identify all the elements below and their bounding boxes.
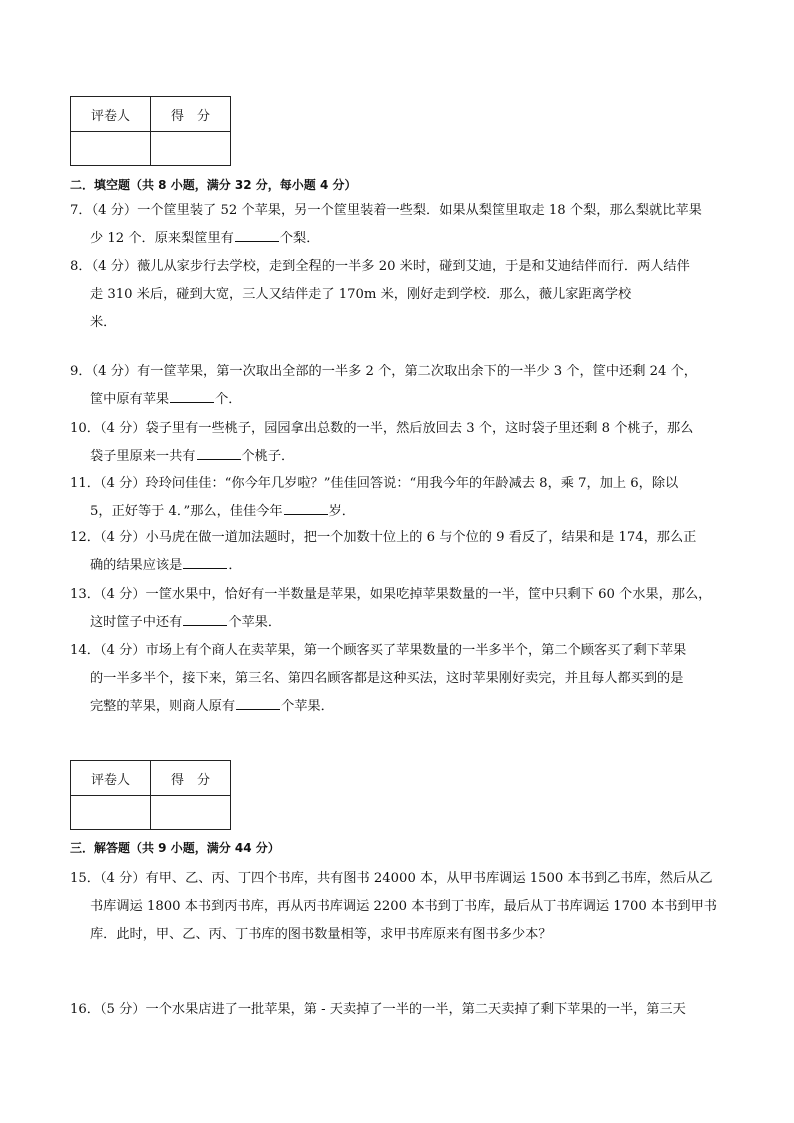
question-line bbox=[70, 225, 730, 253]
question-number: 8． bbox=[70, 259, 92, 274]
question-text: （4 分）有甲、乙、丙、丁四个书库，共有图书 24000 本，从甲书库调运 1500 本书到乙书库，然后从乙 bbox=[99, 871, 713, 886]
fill-in-question bbox=[70, 253, 730, 337]
question-text: 筐中原有苹果 bbox=[90, 392, 170, 407]
question-text: （4 分）市场上有个商人在卖苹果，第一个顾客买了苹果数量的一半多半个，第二个顾客买了剩下苹果 bbox=[99, 643, 687, 658]
question-text: 个梨． bbox=[279, 231, 320, 246]
score-cell[interactable] bbox=[151, 132, 231, 166]
question-text: 个． bbox=[215, 392, 242, 407]
score-table-section-2 bbox=[70, 96, 231, 166]
question-number: 12． bbox=[70, 530, 100, 545]
question-text: 个桃子． bbox=[241, 449, 295, 464]
question-line bbox=[70, 253, 730, 281]
fill-in-question bbox=[70, 415, 730, 471]
answer-blank[interactable] bbox=[284, 500, 328, 515]
question-text: （4 分）薇儿从家步行去学校，走到全程的一半多 20 米时，碰到艾迪，于是和艾迪结伴而行．两人结伴 bbox=[91, 259, 690, 274]
question-text: 岁． bbox=[328, 504, 355, 519]
question-text: 库．此时，甲、乙、丙、丁书库的图书数量相等，求甲书库原来有图书多少本？ bbox=[90, 927, 552, 942]
grader-label: 评卷人 bbox=[71, 97, 151, 132]
score-label: 得 分 bbox=[151, 97, 231, 132]
question-line bbox=[70, 309, 730, 337]
question-line bbox=[70, 358, 730, 386]
question-text: 个苹果． bbox=[281, 699, 334, 714]
fill-in-question bbox=[70, 358, 730, 414]
answer-blank[interactable] bbox=[197, 445, 241, 460]
score-table-section-3 bbox=[70, 760, 231, 830]
question-text: 完整的苹果，则商人原有 bbox=[90, 699, 236, 714]
fill-in-question bbox=[70, 524, 730, 580]
answer-question bbox=[70, 865, 730, 949]
question-line bbox=[70, 693, 730, 721]
question-text: 的一半多半个，接下来，第三名、第四名顾客都是这种买法，这时苹果刚好卖完，并且每人都买到的是 bbox=[90, 671, 684, 686]
question-text: 书库调运 1800 本书到丙书库，再从丙书库调运 2200 本书到丁书库，最后从丁书库调运 1700 本书到甲书 bbox=[90, 899, 717, 914]
question-line bbox=[70, 524, 730, 552]
question-number: 11． bbox=[70, 476, 100, 491]
question-text: 个苹果． bbox=[228, 615, 282, 630]
question-number: 9． bbox=[70, 364, 92, 379]
question-text: 少 12 个．原来梨筐里有 bbox=[90, 231, 234, 246]
question-line bbox=[70, 609, 730, 637]
grader-cell[interactable] bbox=[71, 796, 151, 830]
question-text: 袋子里原来一共有 bbox=[90, 449, 196, 464]
question-text: （5 分）一个水果店进了一批苹果，第 - 天卖掉了一半的一半，第二天卖掉了剩下苹果的一半，第三天 bbox=[99, 1002, 686, 1017]
question-number: 15． bbox=[70, 871, 100, 886]
section-title-answer: 三．解答题（共 9 小题，满分 44 分） bbox=[70, 841, 280, 855]
question-text: 走 310 米后，碰到大宽，三人又结伴走了 170m 米，刚好走到学校．那么，薇儿家距离学校 bbox=[90, 287, 632, 302]
question-text: 确的结果应该是 bbox=[90, 558, 183, 573]
score-cell[interactable] bbox=[151, 796, 231, 830]
question-line bbox=[70, 921, 730, 949]
fill-in-question bbox=[70, 470, 730, 526]
question-line bbox=[70, 637, 730, 665]
question-line bbox=[70, 498, 730, 526]
question-number: 16． bbox=[70, 1002, 100, 1017]
question-text: ． bbox=[228, 558, 242, 573]
question-line bbox=[70, 996, 730, 1024]
question-text: 米． bbox=[90, 315, 117, 330]
question-line bbox=[70, 581, 730, 609]
question-text: （4 分）一个筐里装了 52 个苹果，另一个筐里装着一些梨．如果从梨筐里取走 18 个梨，那么梨就比苹果 bbox=[91, 203, 702, 218]
answer-blank[interactable] bbox=[236, 695, 280, 710]
question-line bbox=[70, 197, 730, 225]
score-label: 得 分 bbox=[151, 761, 231, 796]
question-line bbox=[70, 281, 730, 309]
answer-blank[interactable] bbox=[170, 388, 214, 403]
answer-blank[interactable] bbox=[235, 227, 279, 242]
fill-in-question bbox=[70, 637, 730, 721]
question-line bbox=[70, 415, 730, 443]
question-number: 7． bbox=[70, 203, 92, 218]
answer-blank[interactable] bbox=[183, 611, 227, 626]
question-line bbox=[70, 386, 730, 414]
fill-in-question bbox=[70, 581, 730, 637]
answer-question bbox=[70, 996, 730, 1024]
question-number: 13． bbox=[70, 587, 100, 602]
fill-in-question bbox=[70, 197, 730, 253]
question-number: 14． bbox=[70, 643, 100, 658]
question-text: （4 分）一筐水果中，恰好有一半数量是苹果，如果吃掉苹果数量的一半，筐中只剩下 60 个水果，那么， bbox=[99, 587, 712, 602]
question-line bbox=[70, 865, 730, 893]
question-number: 10． bbox=[70, 421, 100, 436]
question-line bbox=[70, 893, 730, 921]
question-line bbox=[70, 665, 730, 693]
grader-label: 评卷人 bbox=[71, 761, 151, 796]
question-text: （4 分）有一筐苹果，第一次取出全部的一半多 2 个，第二次取出余下的一半少 3 个，筐中还剩 24 个， bbox=[91, 364, 697, 379]
question-text: （4 分）小马虎在做一道加法题时，把一个加数十位上的 6 与个位的 9 看反了，结果和是 174，那么正 bbox=[99, 530, 697, 545]
question-text: （4 分）玲玲问佳佳：“你今年几岁啦？”佳佳回答说：“用我今年的年龄减去 8，乘 7，加上 6，除以 bbox=[99, 476, 679, 491]
section-title-fill-in: 二．填空题（共 8 小题，满分 32 分，每小题 4 分） bbox=[70, 178, 357, 192]
question-line bbox=[70, 443, 730, 471]
answer-blank[interactable] bbox=[183, 554, 227, 569]
question-text: 5，正好等于 4．”那么，佳佳今年 bbox=[90, 504, 283, 519]
question-line bbox=[70, 470, 730, 498]
question-line bbox=[70, 552, 730, 580]
grader-cell[interactable] bbox=[71, 132, 151, 166]
question-text: （4 分）袋子里有一些桃子，园园拿出总数的一半，然后放回去 3 个，这时袋子里还剩 8 个桃子，那么 bbox=[99, 421, 694, 436]
question-text: 这时筐子中还有 bbox=[90, 615, 183, 630]
